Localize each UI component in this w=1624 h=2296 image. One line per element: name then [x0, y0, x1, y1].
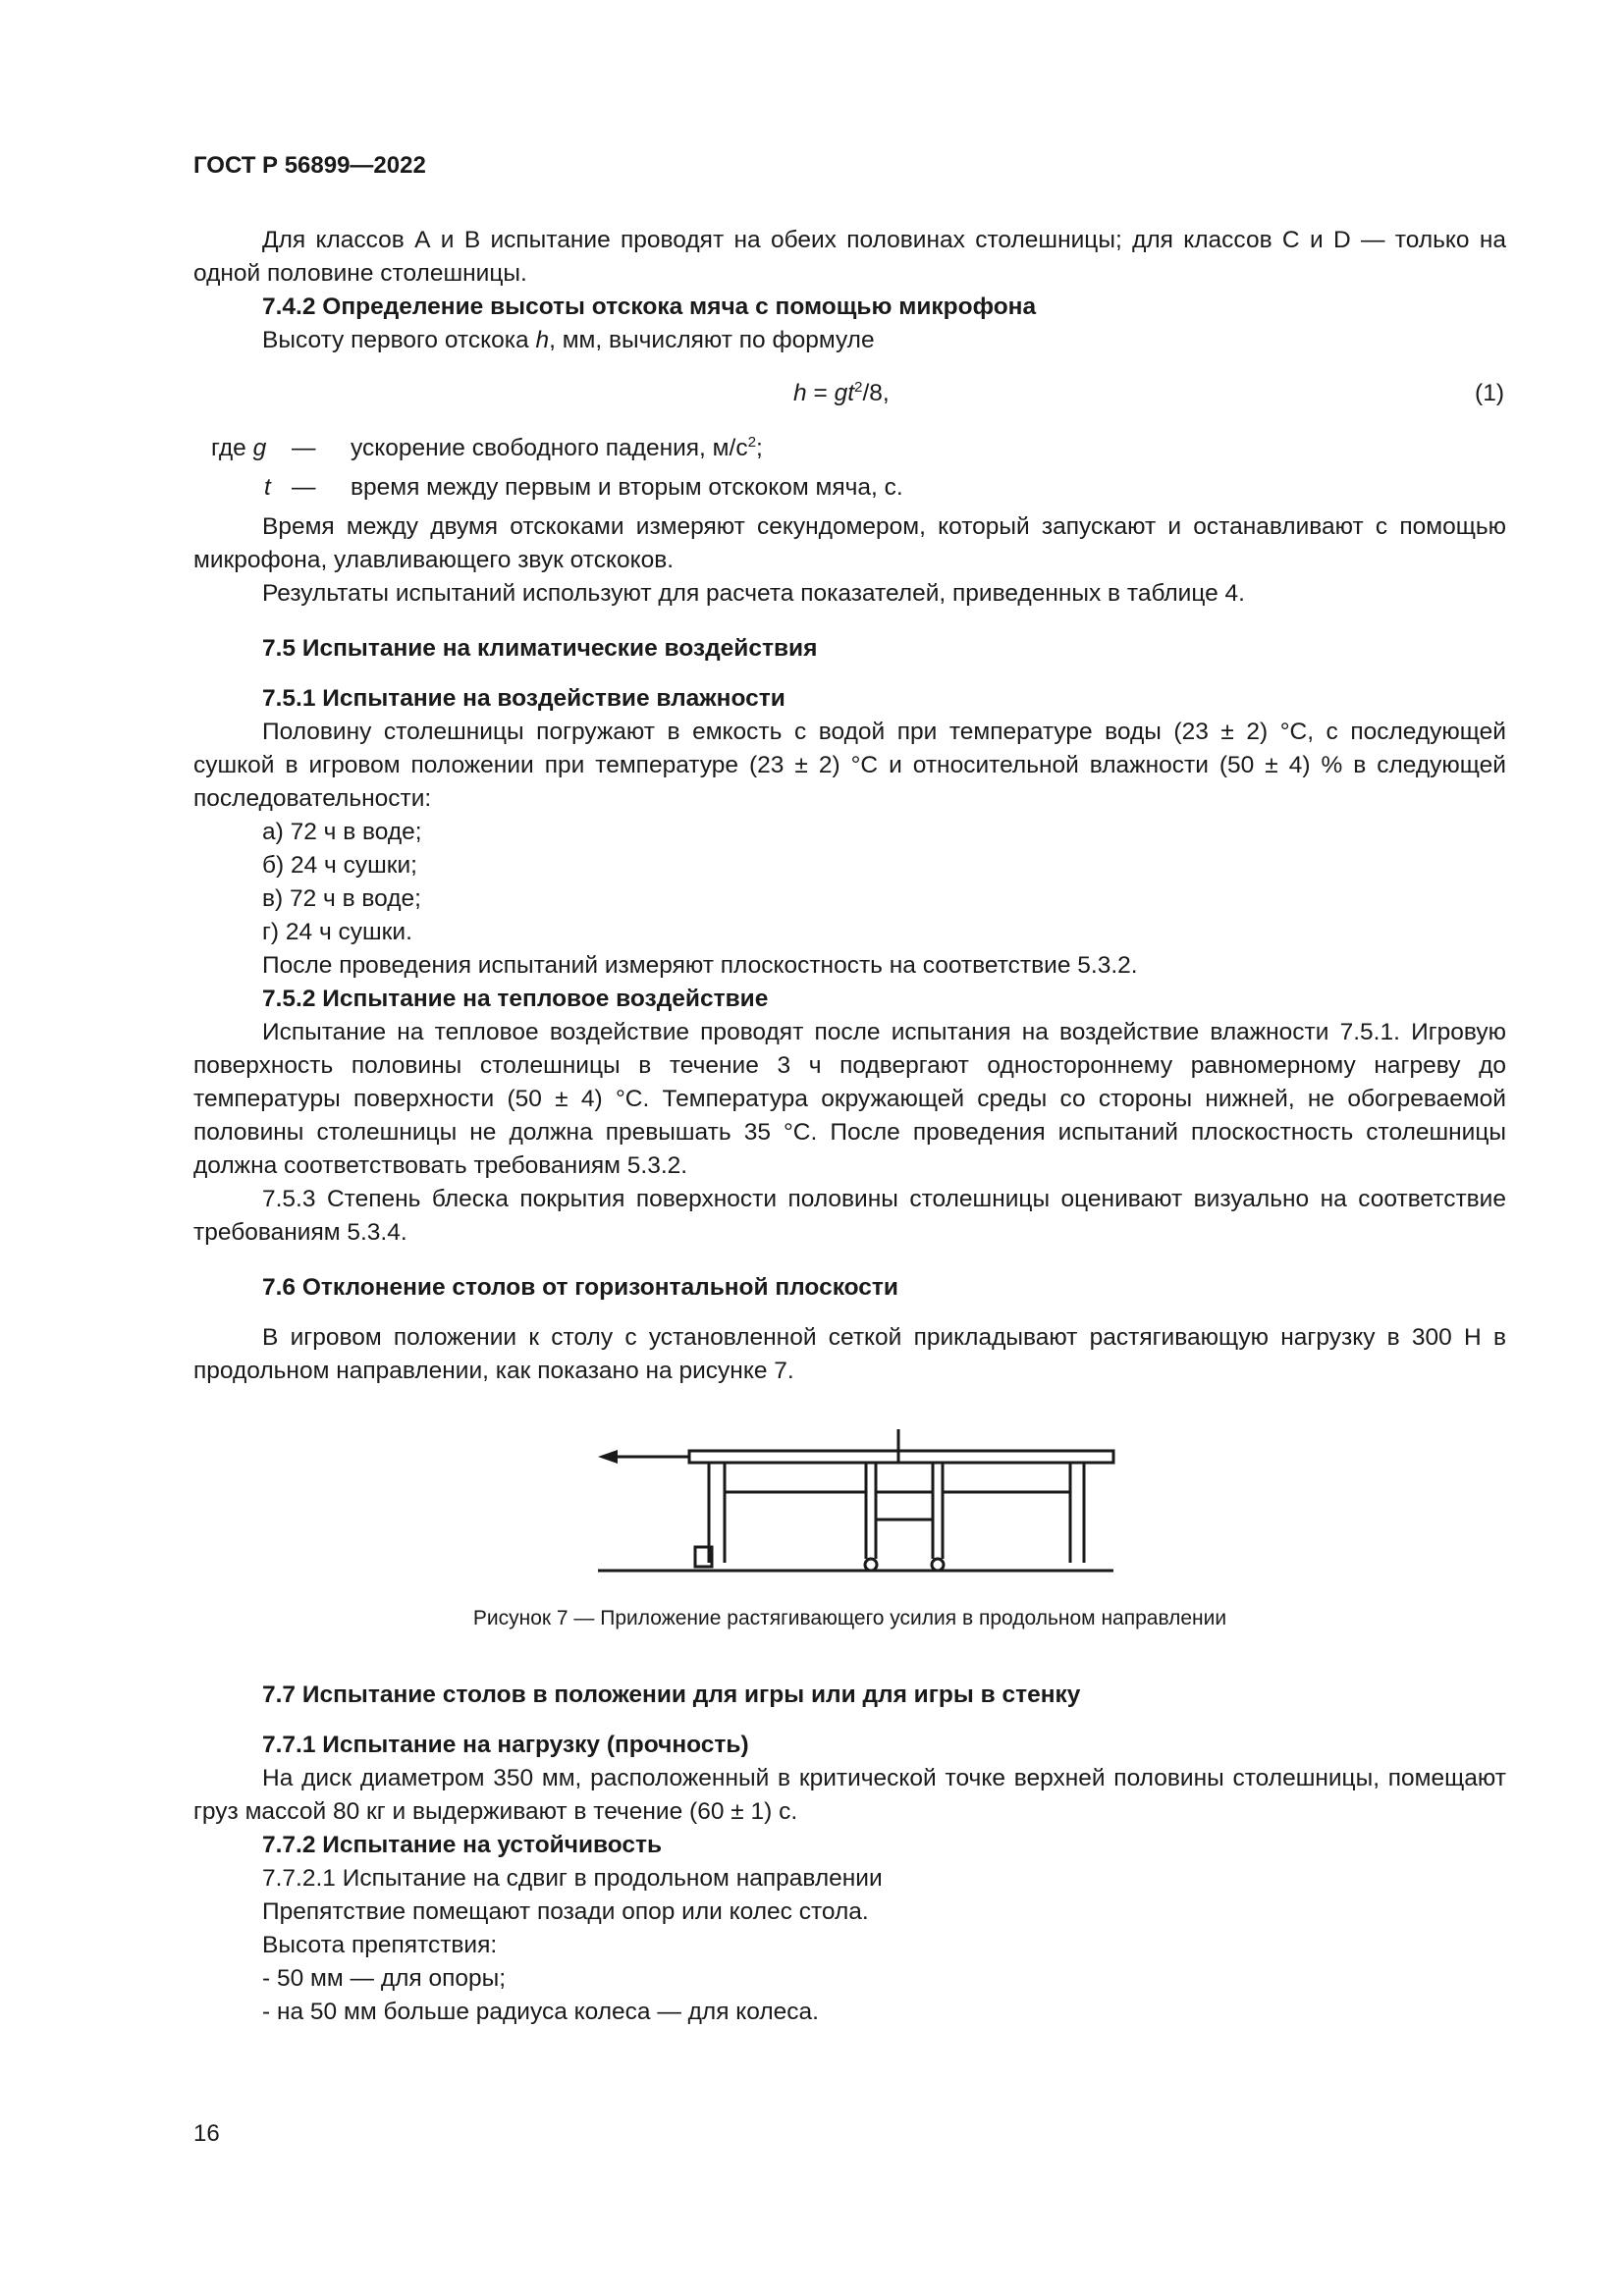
heading-7-7-2: 7.7.2 Испытание на устойчивость [262, 1832, 663, 1858]
wheel-right [932, 1559, 944, 1571]
list-item: - на 50 мм больше радиуса колеса — для колеса. [262, 1999, 819, 2025]
page-number: 16 [193, 2120, 220, 2147]
heading-7-5-1: 7.5.1 Испытание на воздействие влажности [262, 685, 785, 712]
table-top [689, 1451, 1113, 1463]
table-tension-diagram [193, 1414, 1506, 1590]
list-item: - 50 мм — для опоры; [262, 1965, 507, 1992]
heading-7-4-2: 7.4.2 Определение высоты отскока мяча с помощью микрофона [262, 294, 1037, 320]
list-item: Высота препятствия: [262, 1932, 498, 1958]
heading-7-5: 7.5 Испытание на климатические воздействия [262, 635, 818, 662]
paragraph-results: Результаты испытаний используют для расчета показателей, приведенных в таблице 4. [262, 580, 1245, 607]
heading-7-7-1: 7.7.1 Испытание на нагрузку (прочность) [262, 1732, 749, 1758]
list-item: б) 24 ч сушки; [262, 852, 417, 879]
definition-t: t — время между первым и вторым отскоком мяча, с. [264, 474, 903, 501]
definition-g: где g — ускорение свободного падения, $м/с^2$; [211, 433, 763, 461]
list-item: г) 24 ч сушки. [262, 919, 412, 945]
paragraph-tension-load: В игровом положении к столу с установленной сеткой прикладывают растягивающую нагрузку в 300 Н в продольном направлении, как показано на рисунке 7. [193, 1324, 1506, 1384]
paragraph-load: На диск диаметром 350 мм, расположенный в критической точке верхней половины столешницы, помещают груз массой 80 кг и выдерживают в течение (60 ± 1) с. [193, 1765, 1506, 1825]
heading-7-6: 7.6 Отклонение столов от горизонтальной плоскости [262, 1274, 898, 1301]
force-arrow-head [598, 1450, 618, 1464]
list-item: а) 72 ч в воде; [262, 819, 422, 845]
paragraph-heat: Испытание на тепловое воздействие проводят после испытания на воздействие влажности 7.5.1. Игровую поверхность половины столешницы в течение 3 ч подвергают одностороннему равномерному нагреву до температуры поверхности (50 ± 4) °С. Температура окружающей среды со стороны нижней, не обогреваемой половины столешницы не должна превышать 35 °С. После проведения испытаний плоскостность столешницы должна соответствовать требованиям 5.3.2. [193, 1019, 1506, 1179]
list-item: Препятствие помещают позади опор или колес стола. [262, 1898, 869, 1925]
wheel-left [865, 1559, 877, 1571]
paragraph-7-5-3: 7.5.3 Степень блеска покрытия поверхности половины столешницы оценивают визуально на соответствие требованиям 5.3.4. [193, 1186, 1506, 1246]
paragraph-stopwatch: Время между двумя отскоками измеряют секундомером, который запускают и останавливают с помощью микрофона, улавливающего звук отскоков. [193, 513, 1506, 573]
paragraph-formula-intro: Высоту первого отскока h, мм, вычисляют по формуле [262, 327, 875, 353]
document-header: ГОСТ Р 56899—2022 [193, 152, 426, 179]
center-box [876, 1492, 933, 1520]
formula-number: (1) [1475, 380, 1504, 406]
list-item: в) 72 ч в воде; [262, 885, 421, 912]
paragraph-humidity: Половину столешницы погружают в емкость с водой при температуре воды (23 ± 2) °С, с последующей сушкой в игровом положении при температуре (23 ± 2) °С и относительной влажности (50 ± 4) % в следующей последовательности: [193, 719, 1506, 812]
figure-caption: Рисунок 7 — Приложение растягивающего усилия в продольном направлении [472, 1607, 1227, 1629]
formula-expression: $h = gt^2/8$, [793, 378, 890, 406]
figure-7 [193, 1414, 1506, 1590]
paragraph-classes: Для классов А и В испытание проводят на обеих половинах столешницы; для классов С и D — только на одной половине столешницы. [193, 227, 1506, 287]
heading-7-5-2: 7.5.2 Испытание на тепловое воздействие [262, 986, 769, 1012]
page-content [193, 224, 1506, 2029]
paragraph-after-list: После проведения испытаний измеряют плоскостность на соответствие 5.3.2. [262, 952, 1138, 979]
formula-1 [193, 377, 1506, 410]
heading-7-7: 7.7 Испытание столов в положении для игры или для игры в стенку [262, 1682, 1081, 1708]
list-item: 7.7.2.1 Испытание на сдвиг в продольном направлении [262, 1865, 883, 1892]
